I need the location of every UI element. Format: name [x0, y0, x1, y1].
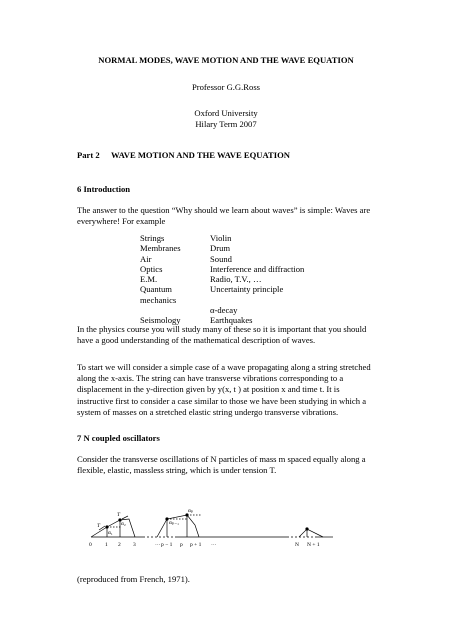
part-title: WAVE MOTION AND THE WAVE EQUATION	[111, 150, 290, 160]
tension-label: T	[117, 512, 121, 518]
example-medium: Air	[140, 253, 152, 264]
text-line: instructive first to consider a case similar to those we have been studying in which a	[77, 395, 367, 406]
examples-row	[140, 264, 304, 274]
example-phenomenon: Radio, T.V., …	[210, 274, 262, 285]
examples-row	[140, 243, 304, 253]
affiliation-term: Hilary Term 2007	[195, 119, 257, 129]
axis-label: p + 1	[190, 542, 202, 548]
author-name: Professor G.G.Ross	[191, 82, 261, 92]
examples-row	[140, 305, 304, 315]
text-line: along the x-axis. The string can have transverse vibrations corresponding to a	[77, 373, 344, 384]
coupled-oscillators-figure	[87, 495, 337, 560]
example-medium: E.M.	[140, 274, 158, 285]
part-heading	[77, 150, 290, 161]
section-7-heading: 7 N coupled oscillators	[77, 433, 160, 443]
example-medium: Quantum mechanics	[140, 284, 177, 305]
angle-label: α₁	[108, 530, 113, 536]
text-line: The answer to the question “Why should we learn about waves” is simple: Waves are	[77, 205, 371, 215]
axis-label: p − 1	[161, 542, 173, 548]
document-title: NORMAL MODES, WAVE MOTION AND THE WAVE EQUATION	[98, 55, 354, 65]
tension-label: T	[97, 523, 101, 529]
text-line: To start we will consider a simple case of a wave propagating along a string stretched	[77, 362, 371, 372]
part-number: Part 2	[77, 150, 100, 160]
example-phenomenon: α-decay	[210, 305, 238, 316]
section-6-paragraph-2	[77, 324, 379, 346]
text-line: have a good understanding of the mathematical description of waves.	[77, 335, 316, 346]
example-phenomenon: Violin	[210, 233, 232, 243]
angle-label: α₂	[121, 521, 126, 527]
examples-table	[140, 233, 304, 326]
affiliation	[0, 108, 452, 130]
axis-label: N	[295, 542, 299, 548]
example-phenomenon: Earthquakes	[210, 315, 253, 326]
text-line: flexible, elastic, massless string, which is under tension T.	[77, 465, 277, 476]
axis-label: 0	[89, 542, 92, 548]
text-line: In the physics course you will study many of these so it is important that you should	[77, 324, 367, 334]
text-line: displacement in the y-direction given by y(x, t ) at position x and time t. It is	[77, 384, 340, 395]
angle-label: αₚ	[188, 508, 194, 514]
axis-label: 1	[105, 542, 108, 548]
figure-caption: (reproduced from French, 1971).	[77, 574, 190, 584]
text-line: system of masses on a stretched elastic string undergo transverse vibrations.	[77, 406, 339, 417]
section-7-paragraph	[77, 454, 379, 476]
angle-label: αₚ₋₁	[169, 520, 180, 526]
text-line: everywhere! For example	[77, 216, 166, 227]
example-medium: Membranes	[140, 243, 181, 254]
examples-row	[140, 274, 304, 284]
example-phenomenon: Uncertainty principle	[210, 284, 284, 295]
example-medium: Optics	[140, 263, 163, 274]
axis-label: ···	[211, 542, 217, 548]
examples-row	[140, 284, 304, 305]
example-phenomenon: Sound	[210, 253, 232, 264]
example-medium: Seismology	[140, 315, 181, 326]
axis-label: p	[180, 542, 183, 548]
axis-label: 2	[118, 542, 121, 548]
example-phenomenon: Interference and diffraction	[210, 263, 305, 274]
example-medium	[140, 305, 210, 315]
example-medium: Strings	[140, 233, 165, 243]
examples-row	[140, 233, 304, 243]
affiliation-institution: Oxford University	[194, 108, 258, 118]
examples-row	[140, 254, 304, 264]
axis-label: N + 1	[307, 542, 320, 548]
section-6-paragraph-3	[77, 362, 379, 418]
section-6-heading: 6 Introduction	[77, 184, 131, 194]
section-6-intro	[77, 205, 379, 227]
example-phenomenon: Drum	[210, 243, 231, 254]
axis-label: 3	[133, 542, 136, 548]
axis-label: ···	[155, 542, 161, 548]
text-line: Consider the transverse oscillations of N particles of mass m spaced equally along a	[77, 454, 366, 464]
